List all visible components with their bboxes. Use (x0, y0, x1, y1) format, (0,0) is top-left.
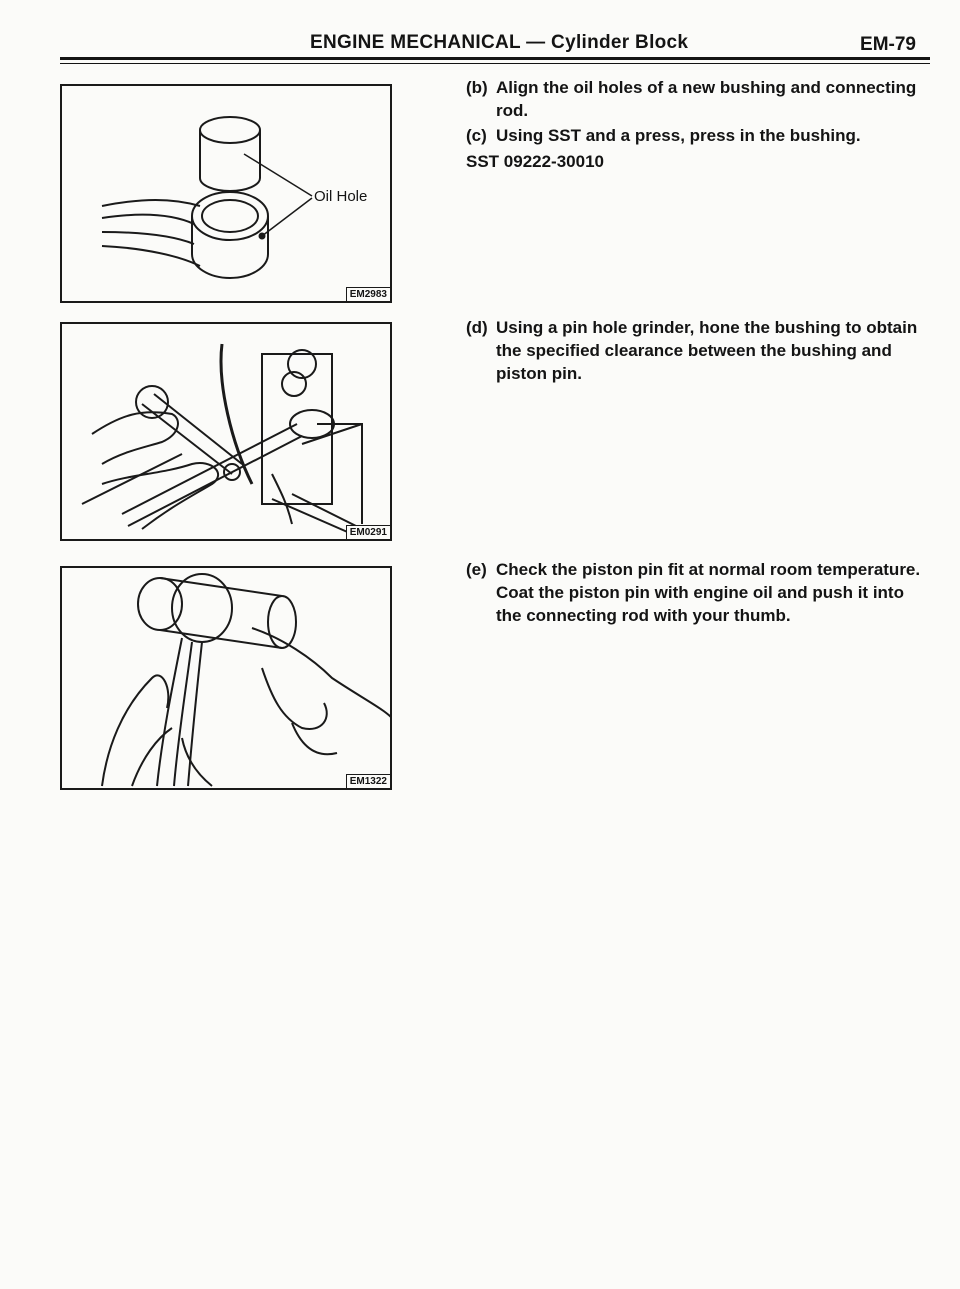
step-letter: (d) (466, 318, 488, 337)
figure-bushing-oil-hole (60, 84, 392, 303)
step-letter: (e) (466, 560, 487, 579)
step-e (466, 558, 926, 628)
step-text: Check the piston pin fit at normal room temperature. Coat the piston pin with engine oil and push it into the connecting rod with your thumb. (496, 560, 921, 625)
step-text: Align the oil holes of a new bushing and connecting rod. (496, 78, 917, 120)
step-letter: (b) (466, 78, 488, 97)
sst-number: SST 09222-30010 (466, 152, 604, 171)
page-number: EM-79 (860, 34, 916, 55)
piston-pin-thumb-illustration (62, 568, 390, 788)
header-rule-thin (60, 63, 930, 64)
header-rule (60, 57, 930, 60)
figure-pin-hole-grinder (60, 322, 392, 541)
step-d (466, 316, 926, 386)
step-text: Using a pin hole grinder, hone the bushing to obtain the specified clearance between the bushing and piston pin. (496, 318, 918, 383)
page-title: ENGINE MECHANICAL — Cylinder Block (310, 32, 689, 53)
step-text: Using SST and a press, press in the bushing. (496, 126, 861, 145)
figure-code: EM1322 (346, 774, 390, 788)
pin-hole-grinder-illustration (62, 324, 390, 539)
oil-hole-label: Oil Hole (314, 188, 368, 205)
step-c (466, 124, 926, 147)
figure-code: EM0291 (346, 525, 390, 539)
step-letter: (c) (466, 126, 487, 145)
figure-code: EM2983 (346, 287, 390, 301)
step-b (466, 76, 926, 122)
figure-piston-pin-fit (60, 566, 392, 790)
